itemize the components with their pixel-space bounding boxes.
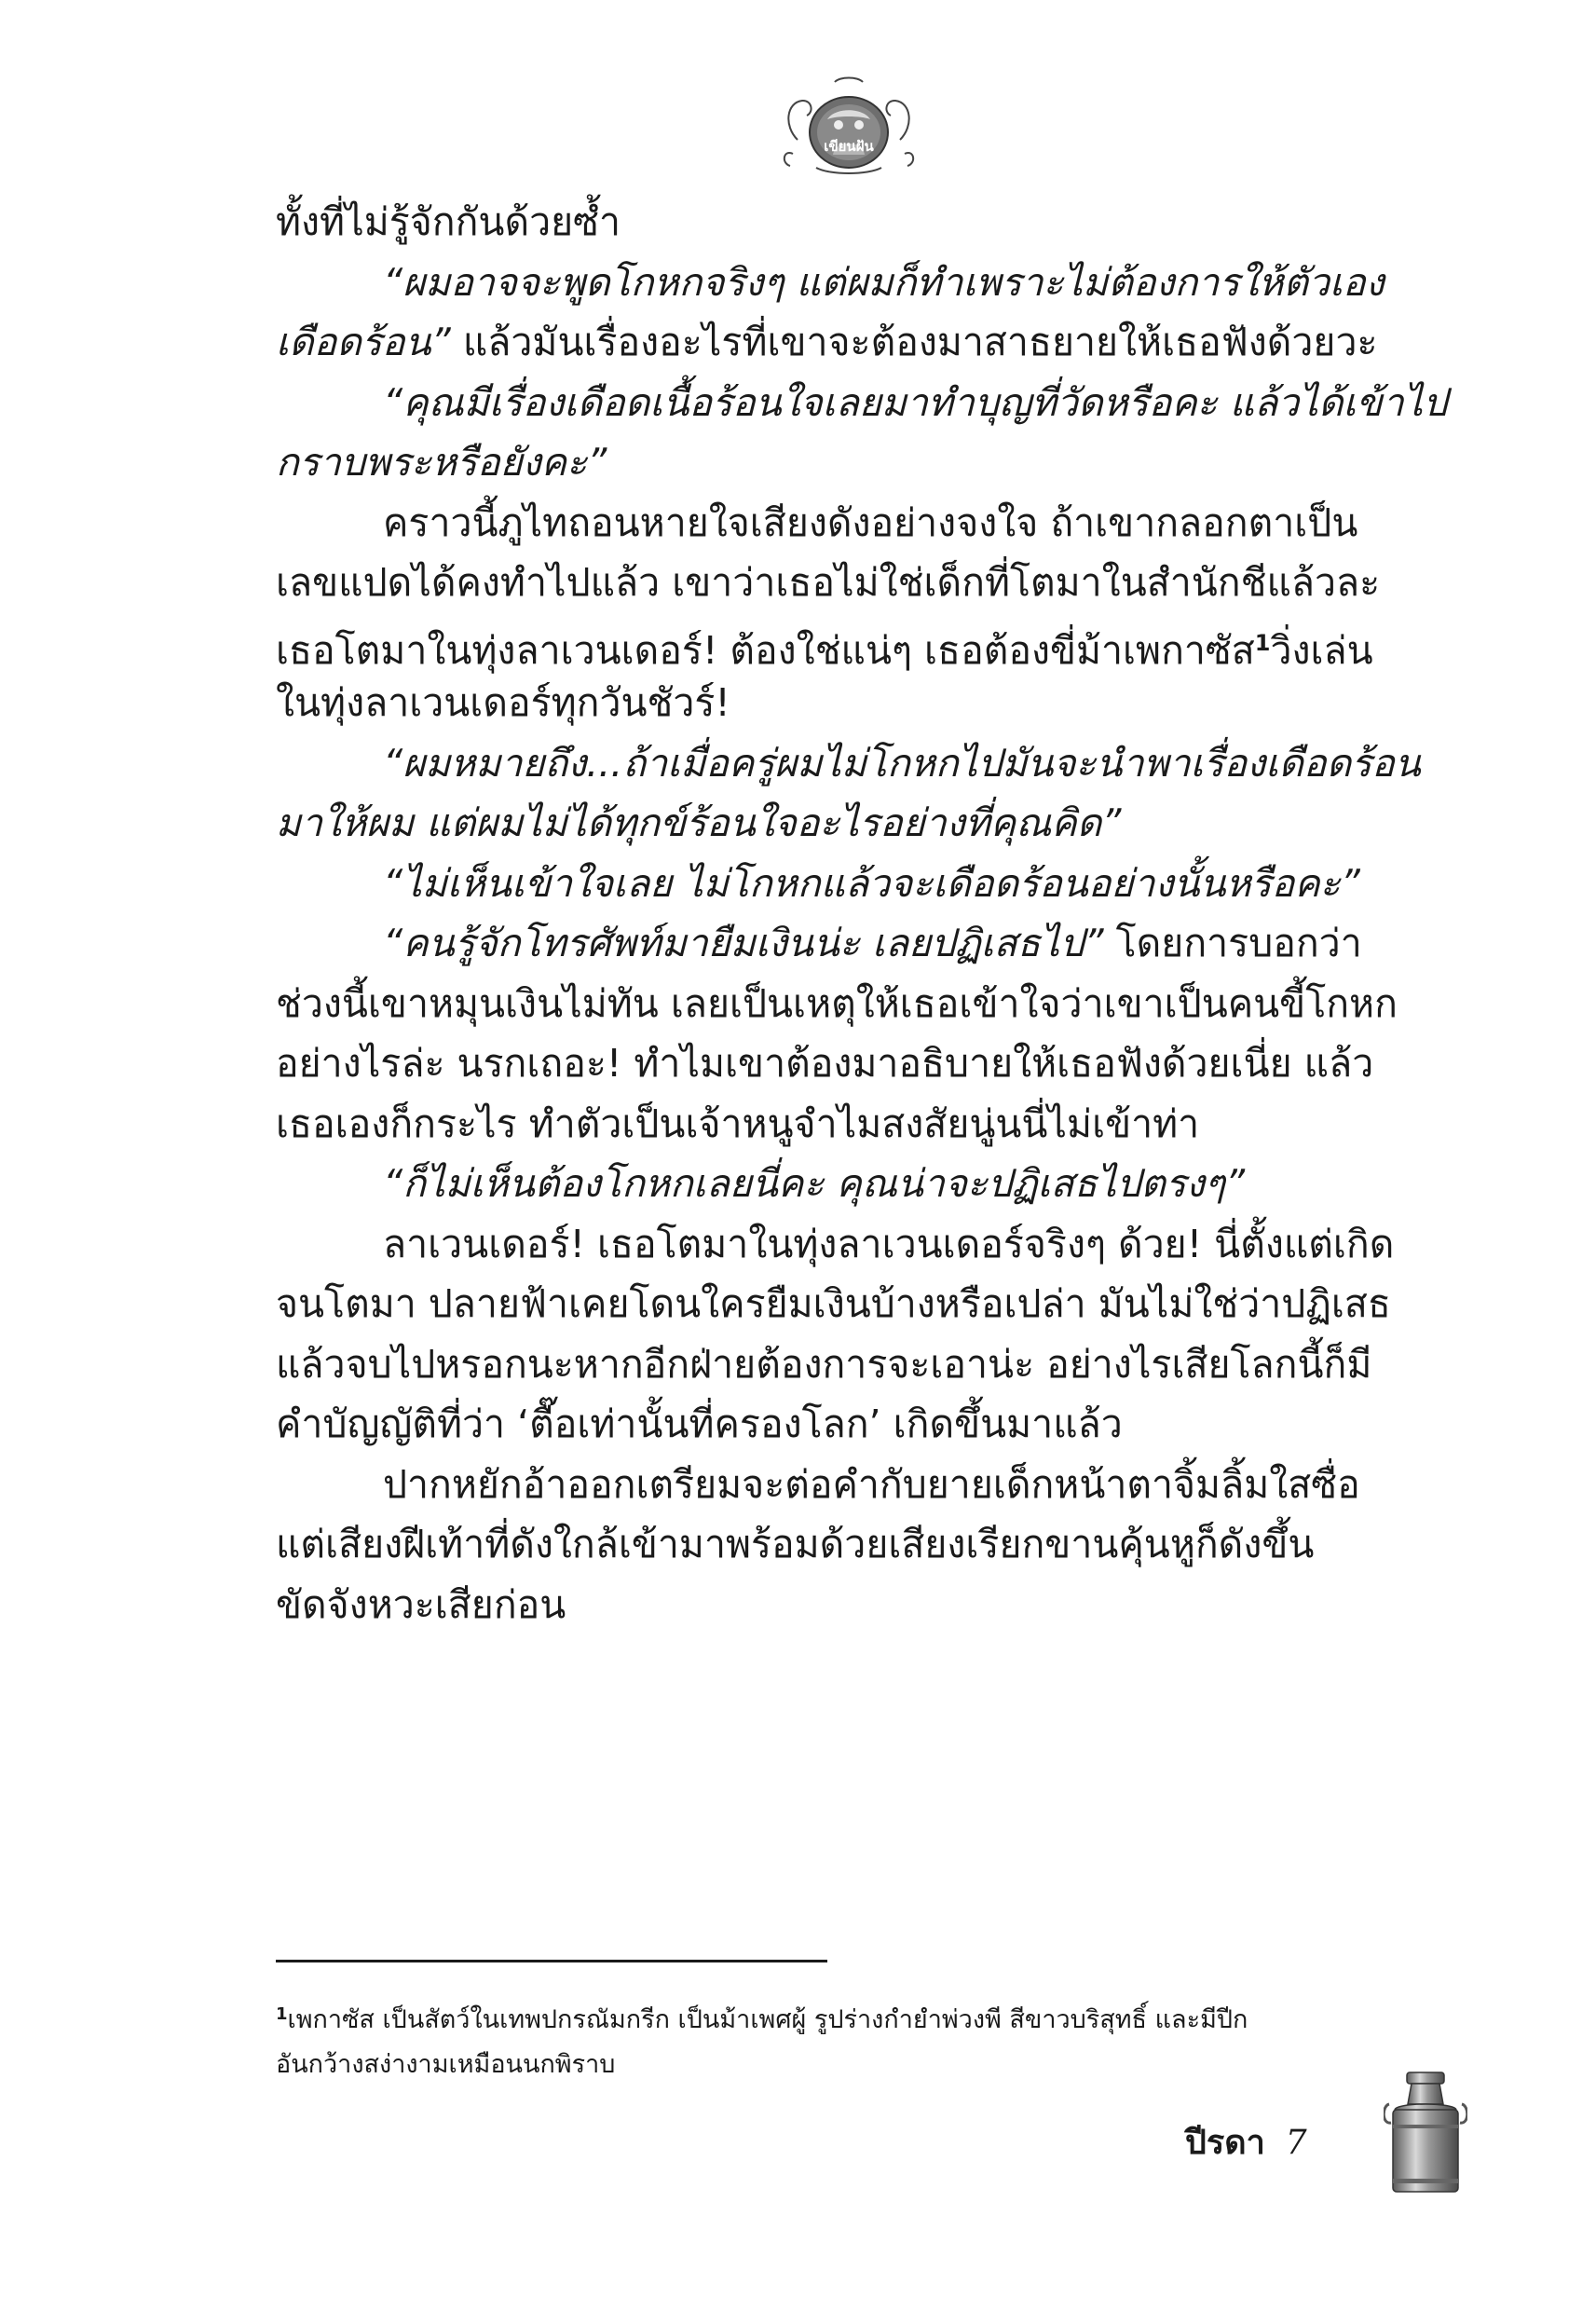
text-line xyxy=(276,793,1440,854)
text-line xyxy=(276,1094,1440,1155)
text-segment: เดือดร้อน” xyxy=(276,320,451,364)
footnote-1 xyxy=(276,1992,1440,2043)
text-segment: “ผมหมายถึง...ถ้าเมื่อครู่ผมไม่โกหกไปมันจะนำพาเรื่องเดือดร้อน xyxy=(383,740,1421,786)
text-segment: ในทุ่งลาเวนเดอร์ทุกวันชัวร์! xyxy=(276,680,730,725)
text-segment: มาให้ผม แต่ผมไม่ได้ทุกข์ร้อนใจอะไรอย่างที่คุณคิด” xyxy=(276,800,1122,845)
text-segment: จนโตมา ปลายฟ้าเคยโดนใครยืมเงินบ้างหรือเปล่า มันไม่ใช่ว่าปฏิเสธ xyxy=(276,1281,1391,1326)
body-text xyxy=(276,192,1448,1634)
text-segment: “ผมอาจจะพูดโกหกจริงๆ แต่ผมก็ทำเพราะไม่ต้องการให้ตัวเอง xyxy=(383,259,1385,305)
page-footer xyxy=(1185,2115,1307,2171)
footnotes xyxy=(276,1992,1440,2087)
text-segment: โดยการบอกว่า xyxy=(1103,921,1362,965)
page-number: 7 xyxy=(1285,2124,1307,2162)
text-segment: กราบพระหรือยังคะ” xyxy=(276,440,607,485)
text-segment: อย่างไรล่ะ นรกเถอะ! ทำไมเขาต้องมาอธิบายให้เธอฟังด้วยเนี่ย แล้ว xyxy=(276,1041,1374,1086)
ornate-emblem-icon xyxy=(779,75,919,175)
text-segment: แต่เสียงฝีเท้าที่ดังใกล้เข้ามาพร้อมด้วยเสียงเรียกขานคุ้นหูก็ดังขึ้น xyxy=(276,1522,1315,1566)
running-title: ปีรดา xyxy=(1185,2124,1265,2162)
text-segment: ขัดจังหวะเสียก่อน xyxy=(276,1581,566,1627)
footnote-line-2: อันกว้างสง่างามเหมือนนกพิราบ xyxy=(276,2050,616,2079)
footnote-marker: 1 xyxy=(276,2004,288,2024)
logo-text: เขียนฝัน xyxy=(824,138,874,155)
footnote-reference: 1 xyxy=(1254,629,1271,656)
text-segment: แล้วมันเรื่องอะไรที่เขาจะต้องมาสาธยายให้เธอฟังด้วยวะ xyxy=(450,320,1378,364)
text-segment: “คุณมีเรื่องเดือดเนื้อร้อนใจเลยมาทำบุญที่วัดหรือคะ แล้วได้เข้าไป xyxy=(383,379,1448,425)
text-segment: คราวนี้ภูไทถอนหายใจเสียงดังอย่างจงใจ ถ้าเขากลอกตาเป็น xyxy=(383,499,1358,545)
text-line xyxy=(276,913,1440,974)
text-line xyxy=(276,312,1440,373)
text-line xyxy=(276,192,1440,253)
text-segment: ปากหยักอ้าออกเตรียมจะต่อคำกับยายเด็กหน้าตาจิ้มลิ้มใสซื่อ xyxy=(383,1461,1360,1507)
text-segment: “คนรู้จักโทรศัพท์มายืมเงินน่ะ เลยปฏิเสธไป” xyxy=(383,921,1104,965)
footnote-divider xyxy=(276,1960,827,1962)
text-segment: เธอเองก็กระไร ทำตัวเป็นเจ้าหนูจำไมสงสัยนู่นนี่ไม่เข้าท่า xyxy=(276,1101,1200,1146)
text-segment: เลขแปดได้คงทำไปแล้ว เขาว่าเธอไม่ใช่เด็กที่โตมาในสำนักชีแล้วละ xyxy=(276,560,1381,605)
text-line xyxy=(276,1033,1440,1094)
text-segment: เธอโตมาในทุ่งลาเวนเดอร์! ต้องใช่แน่ๆ เธอต้องขี่ม้าเพกาซัส xyxy=(276,627,1255,673)
milk-can-icon xyxy=(1384,2069,1467,2199)
text-line xyxy=(276,1274,1440,1334)
footnote-line-1: เพกาซัส เป็นสัตว์ในเทพปกรณัมกรีก เป็นม้าเพศผู้ รูปร่างกำยำพ่วงพี สีขาวบริสุทธิ์ และมีปีก xyxy=(287,2005,1248,2034)
text-line xyxy=(276,432,1440,493)
text-segment: “ก็ไม่เห็นต้องโกหกเลยนี่คะ คุณน่าจะปฏิเสธไปตรงๆ” xyxy=(383,1161,1246,1206)
text-line xyxy=(276,854,1440,914)
text-segment: คำบัญญัติที่ว่า ‘ตื๊อเท่านั้นที่ครองโลก’ เกิดขึ้นมาแล้ว xyxy=(276,1402,1123,1446)
text-line xyxy=(276,733,1440,794)
text-line xyxy=(276,1394,1440,1455)
text-line xyxy=(276,1455,1440,1515)
text-line xyxy=(276,253,1440,313)
text-segment: แล้วจบไปหรอกนะหากอีกฝ่ายต้องการจะเอาน่ะ อย่างไรเสียโลกนี้ก็มี xyxy=(276,1341,1372,1387)
text-line xyxy=(276,1214,1440,1275)
text-segment: ทั้งที่ไม่รู้จักกันด้วยซ้ำ xyxy=(276,199,621,244)
text-segment: ช่วงนี้เขาหมุนเงินไม่ทัน เลยเป็นเหตุให้เธอเข้าใจว่าเขาเป็นคนขี้โกหก xyxy=(276,980,1398,1026)
text-line xyxy=(276,493,1440,554)
text-line xyxy=(276,553,1440,613)
text-line xyxy=(276,673,1440,733)
text-segment: “ไม่เห็นเข้าใจเลย ไม่โกหกแล้วจะเดือดร้อนอย่างนั้นหรือคะ” xyxy=(383,860,1360,906)
text-line xyxy=(276,1575,1440,1635)
text-line xyxy=(276,1514,1440,1575)
text-line xyxy=(276,1334,1440,1395)
text-line xyxy=(276,373,1448,433)
text-segment: วิ่งเล่น xyxy=(1270,627,1373,673)
text-line xyxy=(276,974,1440,1034)
text-line xyxy=(276,613,1440,674)
text-segment: ลาเวนเดอร์! เธอโตมาในทุ่งลาเวนเดอร์จริงๆ ด้วย! นี่ตั้งแต่เกิด xyxy=(383,1221,1395,1266)
text-line xyxy=(276,1154,1440,1214)
